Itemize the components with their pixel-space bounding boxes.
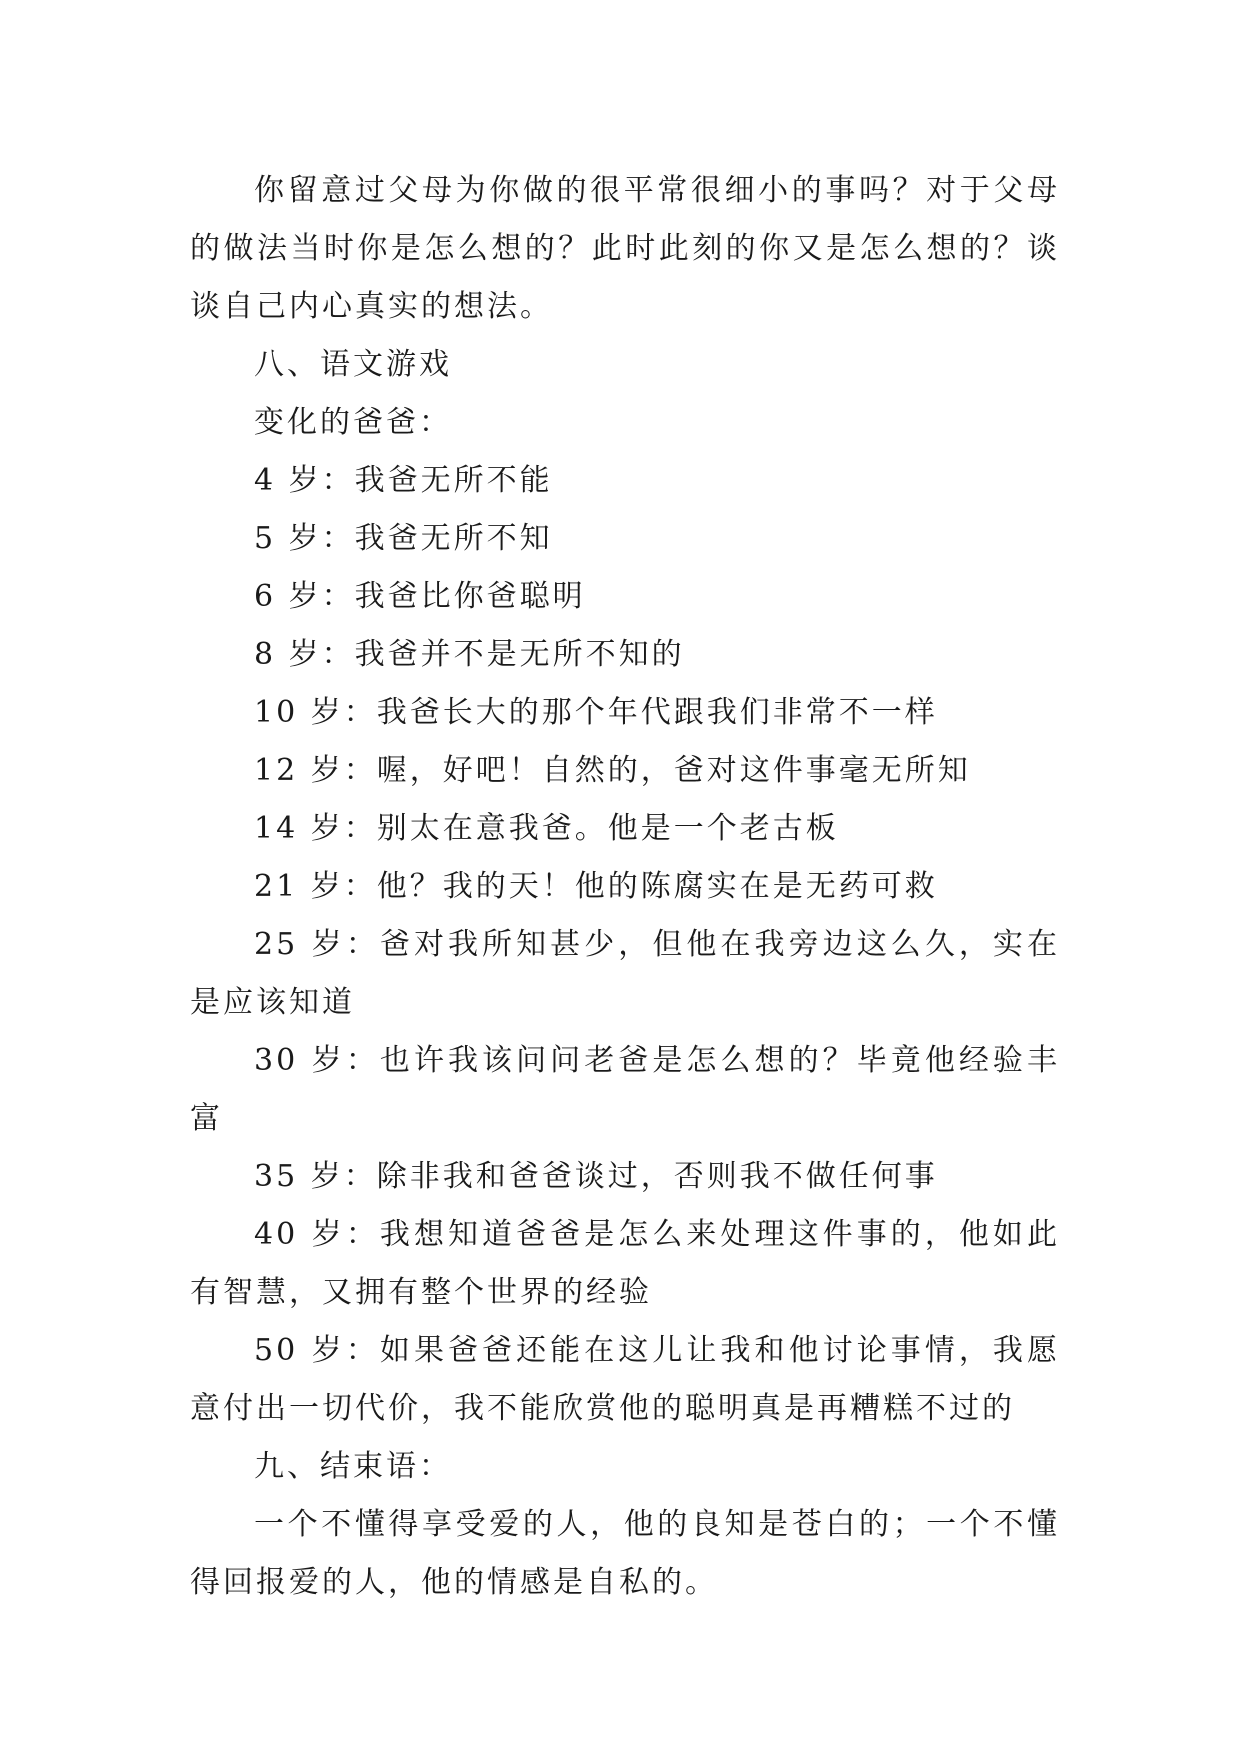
age-line-6: 6 岁：我爸比你爸聪明 [254,579,586,614]
document-body [190,162,1060,1612]
age-line-21: 21 岁：他？我的天！他的陈腐实在是无药可救 [254,869,938,904]
age-line-35: 35 岁：除非我和爸爸谈过，否则我不做任何事 [254,1159,938,1194]
age-line-10: 10 岁：我爸长大的那个年代跟我们非常不一样 [254,695,938,730]
age-line-4: 4 岁：我爸无所不能 [254,463,553,498]
paragraph-intro-question: 你留意过父母为你做的很平常很细小的事吗？对于父母的做法当时你是怎么想的？此时此刻的你又是怎么想的？谈谈自己内心真实的想法。 [190,173,1060,324]
paragraph-conclusion: 一个不懂得享受爱的人，他的良知是苍白的；一个不懂得回报爱的人，他的情感是自私的。 [190,1507,1060,1600]
age-line-12: 12 岁：喔，好吧！自然的，爸对这件事毫无所知 [254,753,971,788]
age-line-5: 5 岁：我爸无所不知 [254,521,553,556]
age-line-25: 25 岁：爸对我所知甚少，但他在我旁边这么久，实在是应该知道 [190,927,1060,1020]
age-line-40: 40 岁：我想知道爸爸是怎么来处理这件事的，他如此有智慧，又拥有整个世界的经验 [190,1217,1060,1310]
age-line-14: 14 岁：别太在意我爸。他是一个老古板 [254,811,839,846]
age-line-8: 8 岁：我爸并不是无所不知的 [254,637,685,672]
section-heading-chinese-game: 八、语文游戏 [254,347,452,382]
section-heading-conclusion: 九、结束语： [254,1449,452,1484]
age-line-50: 50 岁：如果爸爸还能在这儿让我和他讨论事情，我愿意付出一切代价，我不能欣赏他的聪明真是再糟糕不过的 [190,1333,1060,1426]
subheading-changing-dad: 变化的爸爸： [254,405,452,440]
age-line-30: 30 岁：也许我该问问老爸是怎么想的？毕竟他经验丰富 [190,1043,1060,1136]
